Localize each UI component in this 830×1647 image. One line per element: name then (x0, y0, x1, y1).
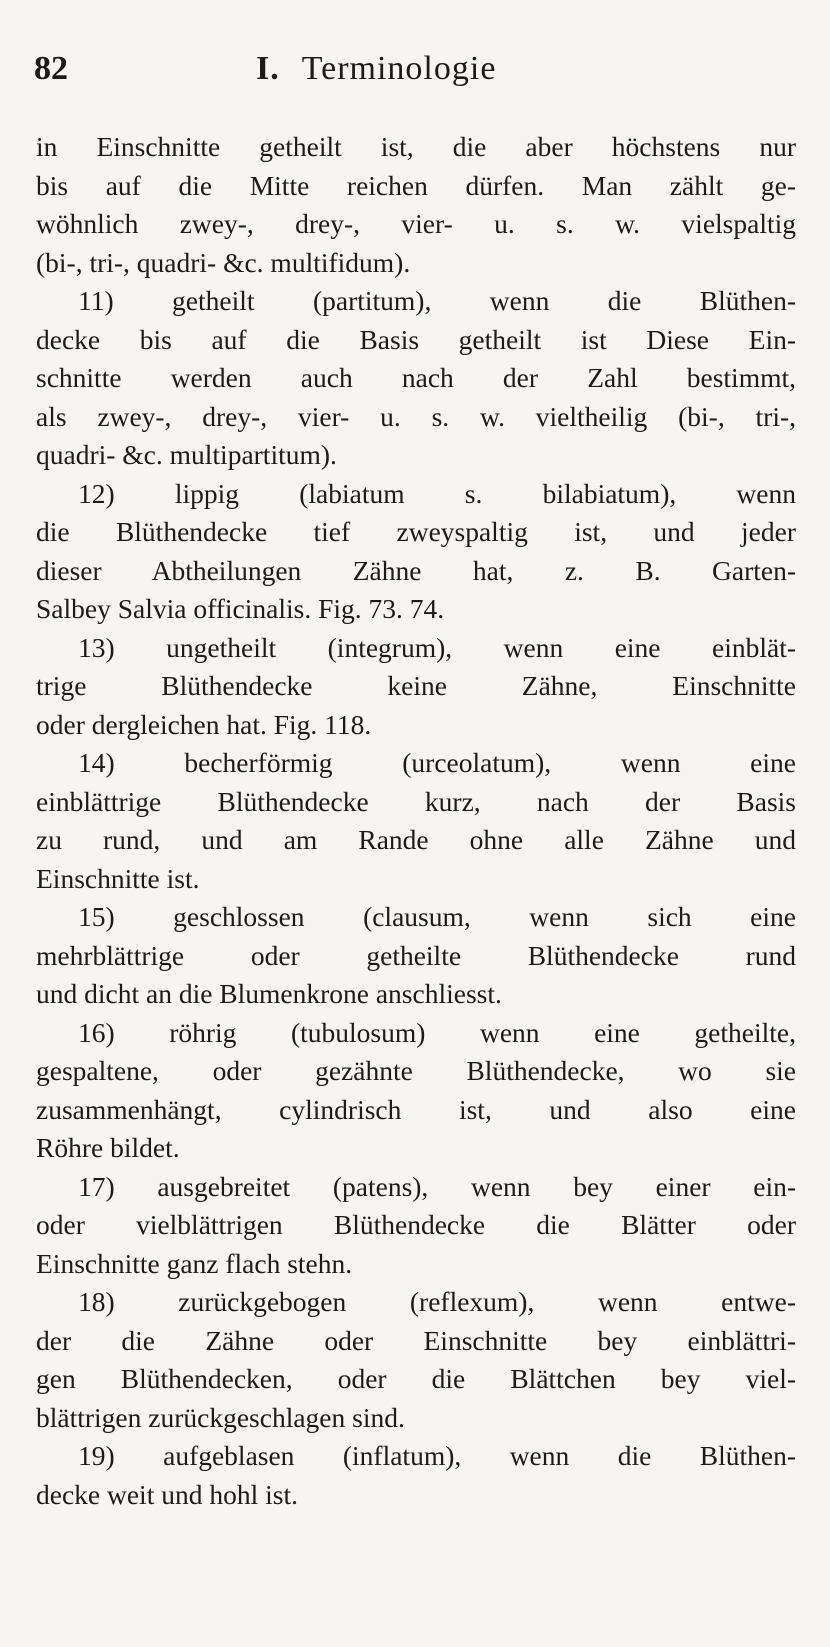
text-line: Salbey Salvia officinalis. Fig. 73. 74. (36, 593, 445, 624)
text-line: quadri- &c. multipartitum). (36, 439, 337, 470)
body-text (36, 128, 796, 1514)
text-line: 16) röhrig (tubulosum) wenn eine getheilte, (78, 1016, 796, 1048)
page-header (34, 50, 794, 100)
running-head (256, 50, 496, 88)
page-number: 82 (34, 50, 68, 87)
text-line: als zwey-, drey-, vier- u. s. w. vieltheilig (bi-, tri-, (36, 400, 796, 432)
text-line: schnitte werden auch nach der Zahl bestimmt, (36, 362, 796, 393)
text-line: blättrigen zurückgeschlagen sind. (36, 1401, 405, 1433)
text-line: decke weit und hohl ist. (36, 1478, 298, 1510)
text-line: gen Blüthendecken, oder die Blättchen bey viel- (36, 1363, 796, 1394)
text-line: decke bis auf die Basis getheilt ist Diese Ein- (36, 323, 796, 355)
text-line: 18) zurückgebogen (reflexum), wenn entwe- (78, 1286, 796, 1317)
text-line: gespaltene, oder gezähnte Blüthendecke, wo sie (36, 1055, 796, 1086)
text-line: mehrblättrige oder getheilte Blüthendecke rund (36, 939, 796, 971)
text-line: trige Blüthendecke keine Zähne, Einschnitte (36, 670, 796, 701)
text-line: 17) ausgebreitet (patens), wenn bey einer ein- (78, 1170, 796, 1202)
chapter-title: Terminologie (301, 50, 497, 87)
text-line: Einschnitte ist. (36, 862, 200, 894)
text-line: 13) ungetheilt (integrum), wenn eine einblät- (78, 631, 796, 663)
text-line: 15) geschlossen (clausum, wenn sich eine (78, 901, 796, 932)
text-line: oder vielblättrigen Blüthendecke die Blätter oder (36, 1209, 796, 1240)
text-line: (bi-, tri-, quadri- &c. multifidum). (36, 246, 411, 278)
text-line: 11) getheilt (partitum), wenn die Blüthen- (78, 285, 796, 316)
text-line: und dicht an die Blumenkrone anschliesst. (36, 978, 502, 1009)
text-line: dieser Abtheilungen Zähne hat, z. B. Garten- (36, 554, 796, 586)
text-line: zusammenhängt, cylindrisch ist, und also eine (36, 1093, 796, 1125)
text-line: in Einschnitte getheilt ist, die aber höchstens nur (36, 131, 796, 162)
text-line: oder dergleichen hat. Fig. 118. (36, 708, 372, 740)
text-line: zu rund, und am Rande ohne alle Zähne und (36, 824, 796, 855)
text-line: der die Zähne oder Einschnitte bey einblättri- (36, 1324, 796, 1356)
text-line: Röhre bildet. (36, 1132, 180, 1163)
text-line: die Blüthendecke tief zweyspaltig ist, und jeder (36, 516, 796, 547)
text-line: 19) aufgeblasen (inflatum), wenn die Blüthen- (78, 1440, 796, 1471)
text-line: 14) becherförmig (urceolatum), wenn eine (78, 747, 796, 778)
chapter-number: I. (256, 50, 280, 87)
text-line: 12) lippig (labiatum s. bilabiatum), wenn (78, 477, 796, 509)
text-line: wöhnlich zwey-, drey-, vier- u. s. w. vielspaltig (36, 208, 796, 239)
text-line: bis auf die Mitte reichen dürfen. Man zählt ge- (36, 169, 796, 201)
text-line: Einschnitte ganz flach stehn. (36, 1247, 353, 1279)
text-line: einblättrige Blüthendecke kurz, nach der Basis (36, 785, 796, 817)
